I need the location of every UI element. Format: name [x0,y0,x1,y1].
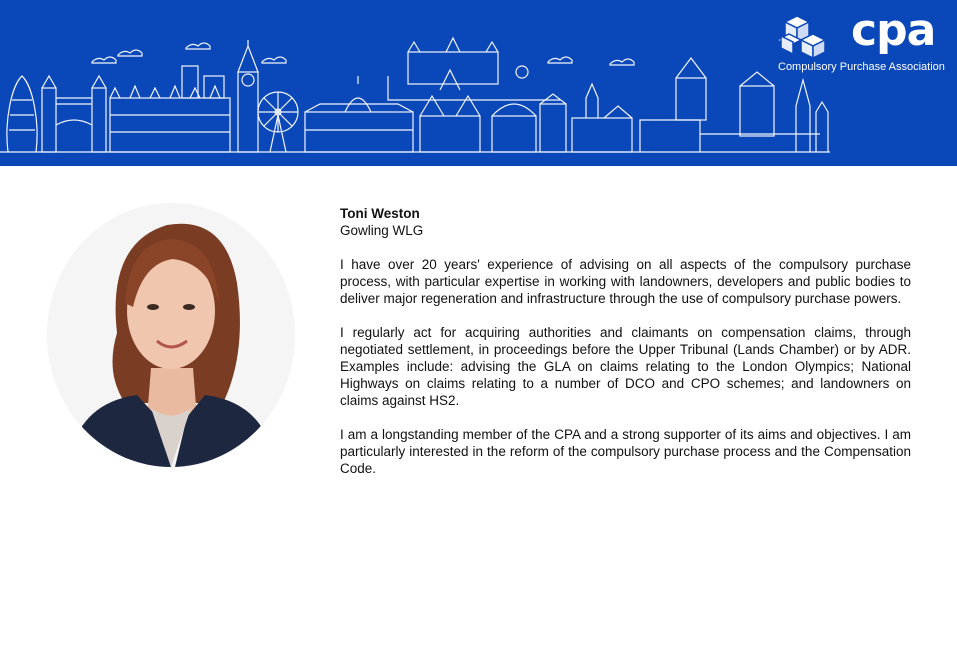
cpa-logo[interactable] [777,5,949,78]
profile-photo [47,203,295,467]
logo-subtitle: Compulsory Purchase Association [778,61,945,73]
cubes-icon [777,12,841,58]
logo-wordmark: cpa [851,5,936,56]
portrait-illustration [47,203,295,467]
bio-paragraph: I am a longstanding member of the CPA and a strong supporter of its aims and objectives. I am particularly interested in the reform of the compulsory purchase process and the Compensation Code. [340,427,911,476]
bio-paragraph: I regularly act for acquiring authorities and claimants on compensation claims, through negotiated settlement, in proceedings before the Upper Tribunal (Lands Chamber) or by ADR. Examples include: advising the GLA on claims relating to the London Olympics; National Highways on claims relating to a number of DCO and CPO schemes; and landowners on claims against HS2. [340,325,911,408]
header-banner [0,0,957,166]
profile-company: Gowling WLG [340,223,424,238]
profile-content [340,205,911,494]
bio-paragraph: I have over 20 years' experience of advising on all aspects of the compulsory purchase process, with particular expertise in working with landowners, developers and public bodies to deliver major regeneration and infrastructure through the use of compulsory purchase powers. [340,257,911,306]
profile-name: Toni Weston [340,206,420,221]
